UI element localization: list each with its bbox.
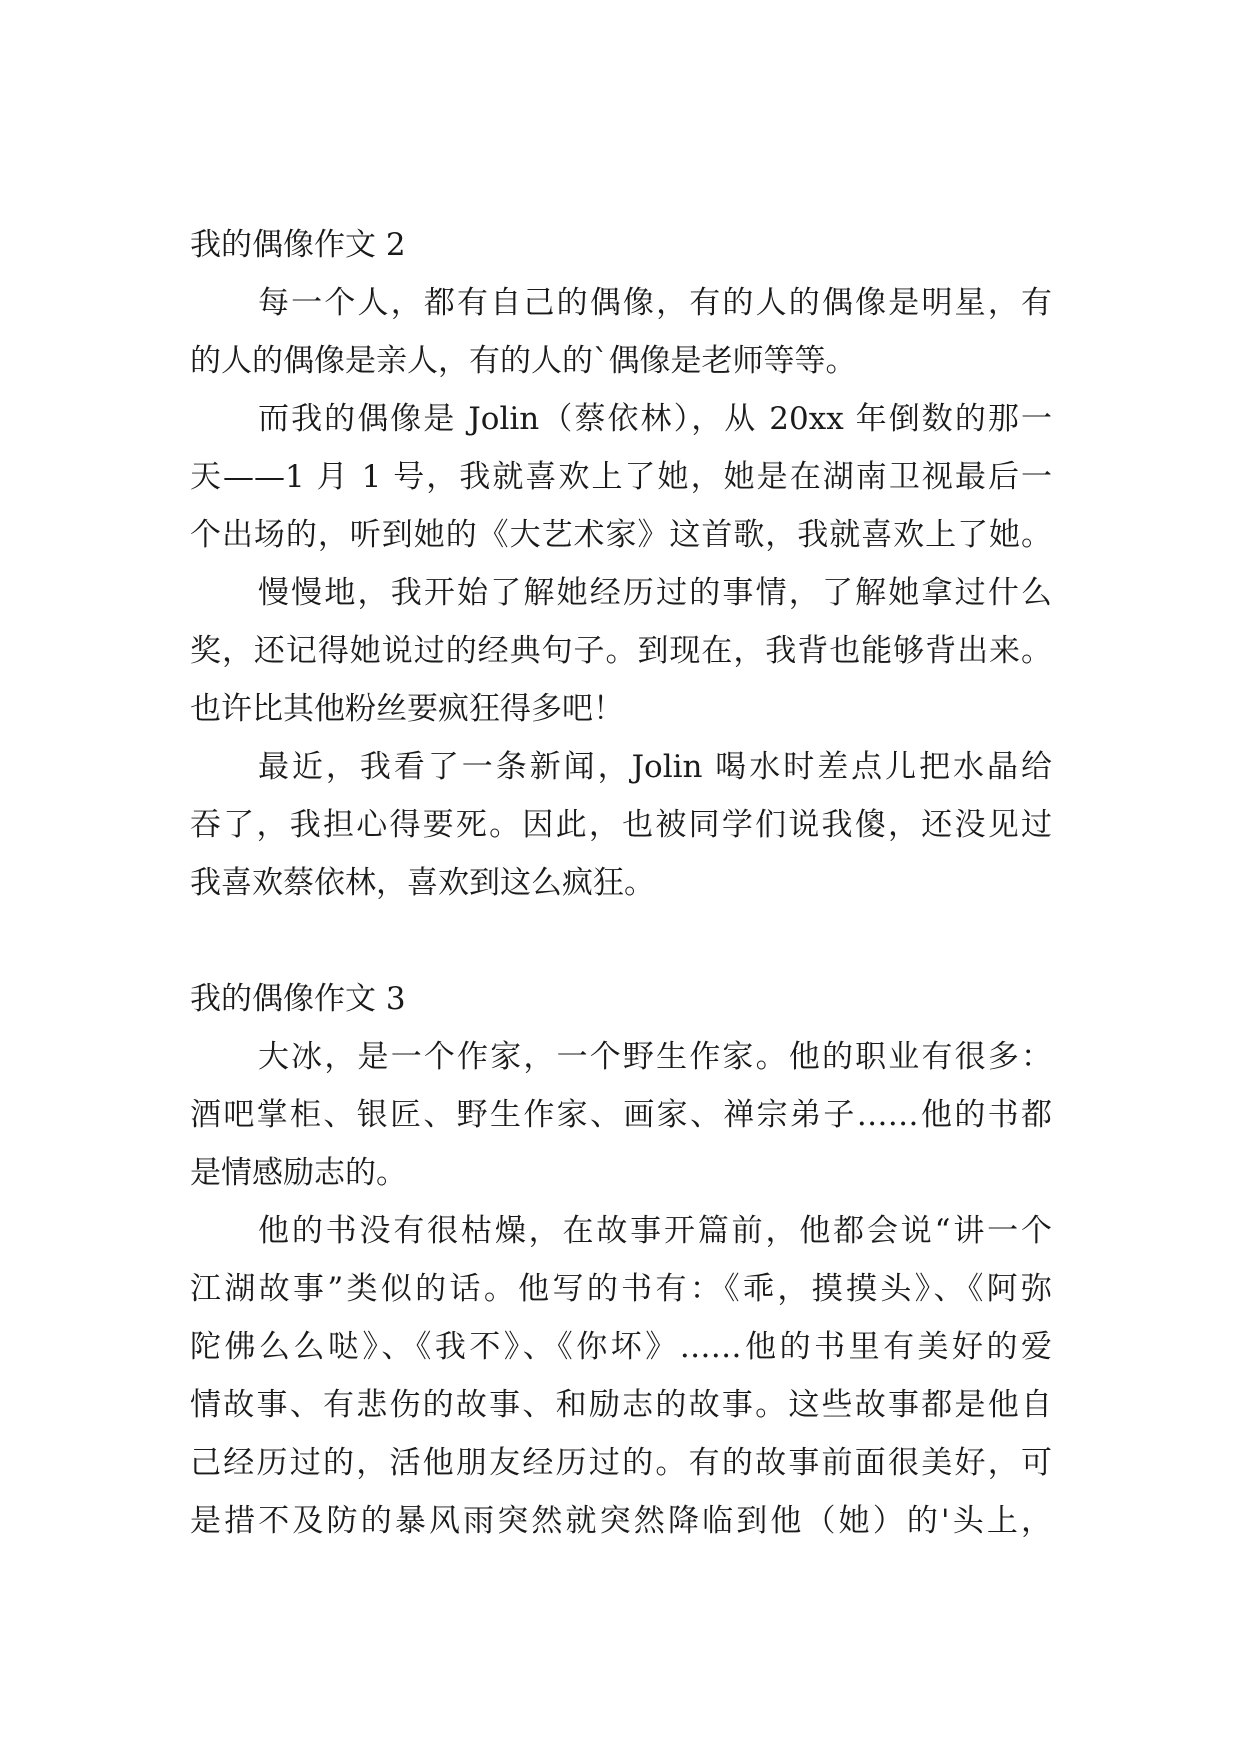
essay2-line-2: 的人的偶像是亲人，有的人的`偶像是老师等等。 [190,343,857,379]
essay3-line-4: 他的书没有很枯燥，在故事开篇前，他都会说“讲一个 [258,1213,1052,1249]
essay3-line-1: 大冰，是一个作家，一个野生作家。他的职业有很多： [258,1039,1052,1075]
essay2-line-1: 每一个人，都有自己的偶像，有的人的偶像是明星，有 [258,285,1052,321]
essay2-line-5: 个出场的，听到她的《大艺术家》这首歌，我就喜欢上了她。 [190,517,1052,553]
essay2-line-9: 最近，我看了一条新闻，Jolin 喝水时差点儿把水晶给 [258,749,1052,785]
essay2-line-4: 天——1 月 1 号，我就喜欢上了她，她是在湖南卫视最后一 [190,459,1052,495]
essay2-line-11: 我喜欢蔡依林，喜欢到这么疯狂。 [190,865,655,901]
essay2-title: 我的偶像作文 2 [190,227,406,263]
essay3-line-8: 己经历过的，活他朋友经历过的。有的故事前面很美好，可 [190,1445,1052,1481]
essay3-line-2: 酒吧掌柜、银匠、野生作家、画家、禅宗弟子……他的书都 [190,1097,1052,1133]
essay2-line-3: 而我的偶像是 Jolin（蔡依林），从 20xx 年倒数的那一 [258,401,1052,437]
essay3-line-9: 是措不及防的暴风雨突然就突然降临到他（她）的'头上， [190,1503,1052,1539]
essay3-line-3: 是情感励志的。 [190,1155,407,1191]
essay3-line-6: 陀佛么么哒》、《我不》、《你坏》……他的书里有美好的爱 [190,1329,1052,1365]
essay2-line-10: 吞了，我担心得要死。因此，也被同学们说我傻，还没见过 [190,807,1052,843]
essay2-line-6: 慢慢地，我开始了解她经历过的事情，了解她拿过什么 [258,575,1052,611]
essay3-line-5: 江湖故事”类似的话。他写的书有：《乖，摸摸头》、《阿弥 [190,1271,1052,1307]
essay2-line-7: 奖，还记得她说过的经典句子。到现在，我背也能够背出来。 [190,633,1052,669]
essay3-line-7: 情故事、有悲伤的故事、和励志的故事。这些故事都是他自 [190,1387,1052,1423]
essay2-line-8: 也许比其他粉丝要疯狂得多吧！ [190,691,624,727]
essay3-title: 我的偶像作文 3 [190,981,406,1017]
